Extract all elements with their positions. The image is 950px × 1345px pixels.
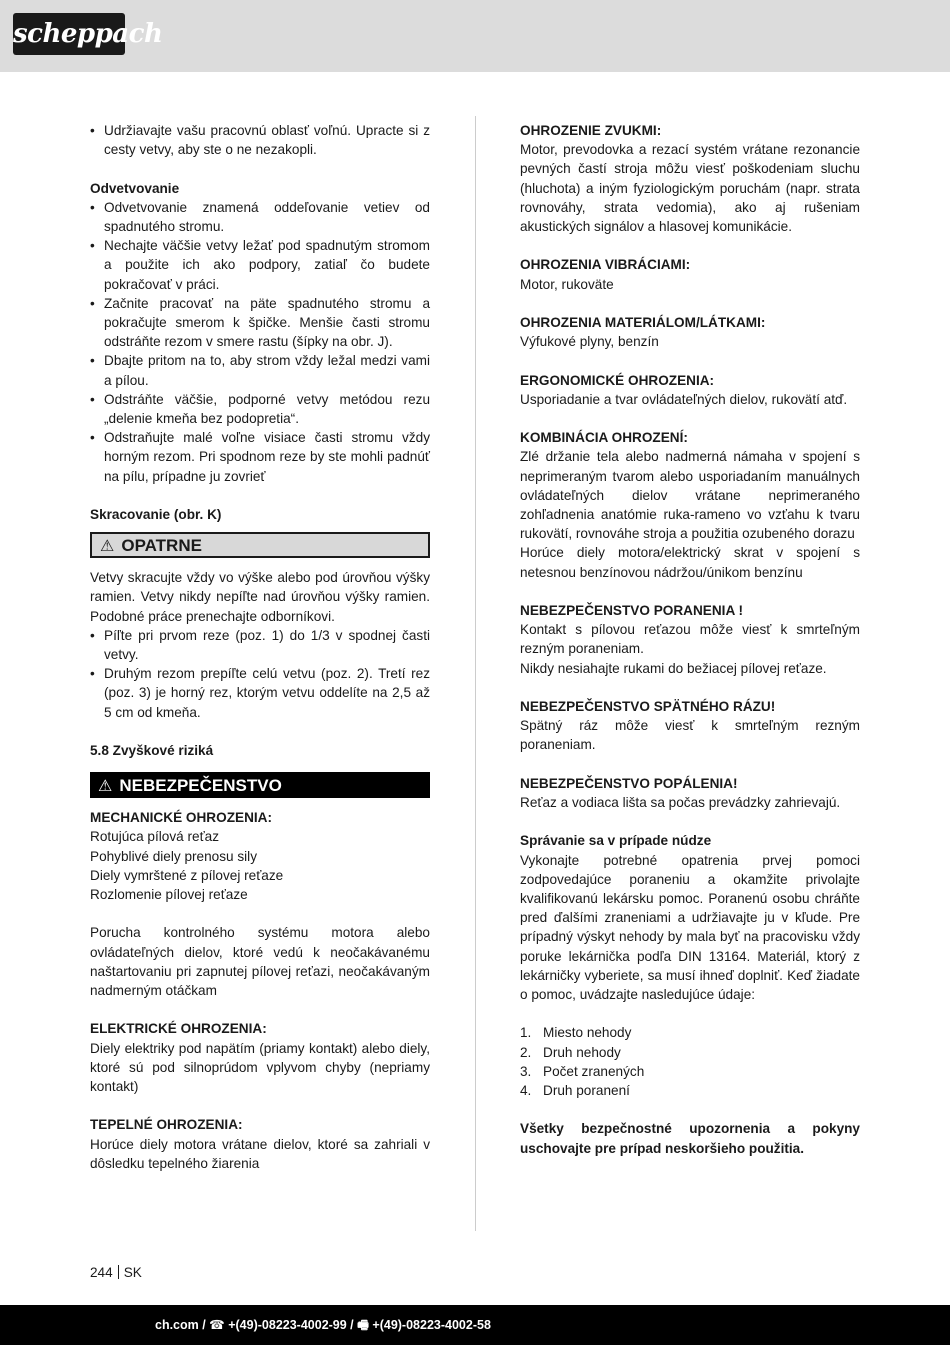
list-item: • Druhým rezom prepíľte celú vetvu (poz. 2). Tretí rez (poz. 3) je horný rez, ktorým vetvu oddelíte na 2,5 až 5 cm od kmeňa. [90,664,430,722]
vibration-text: Motor, rukoväte [520,276,614,292]
list-item: • Odstraňujte malé voľne visiace časti stromu vždy horným rezom. Pri spodnom reze by ste mohli padnúť na pílu, prípadne ju zovrieť [90,428,430,486]
kickback-text: Spätný ráz môže viesť k smrteľným rezným poraneniam. [520,718,860,753]
odvetvovanie-bullet-list [90,198,430,486]
footer-contact-bar [0,1305,950,1345]
list-item: 4. Druh poranení [520,1083,630,1099]
list-item: • Dbajte pritom na to, aby strom vždy ležal medzi vami a pílou. [90,351,430,389]
skracovanie-text: Vetvy skracujte vždy vo výške alebo pod úrovňou výšky ramien. Vetvy nikdy nepíľte nad úrovňou výšky ramien. Podobné práce prenechajte odborníkovi. [90,570,430,624]
electrical-text: Diely elektriky pod napätím (priamy kontakt) alebo diely, ktoré sú pod silnoprúdom vplyvom chyby (nepriamy kontakt) [90,1040,430,1095]
combination-text: Zlé držanie tela alebo nadmerná námaha v spojení s neprimeraným tvarom alebo usporiadaním manuálnych ovládateľných dielov vrátane neprimeraného zohľadnenia anatómie ruka-rameno vo vzťahu k tvaru rukovätí, rovnováhe stroja a použitia ozubeného dorazu [520,449,860,542]
page-number: 244 SK [90,1265,142,1280]
footer-contact: ch.com / ☎ +(49)-08223-4002-99 / 🖷 +(49)-08223-4002-58 [155,1318,491,1332]
warning-triangle-icon: ⚠ [98,775,113,795]
final-safety-note: Všetky bezpečnostné upozornenia a pokyny uschovajte pre prípad neskoršieho použitia. [520,1121,860,1156]
list-item: • Píľte pri prvom reze (poz. 1) do 1/3 v spodnej časti vetvy. [90,626,430,664]
column-divider [475,116,476,1231]
emergency-text: Vykonajte potrebné opatrenia prvej pomoci zodpovedajúce poraneniu a okamžite privolajte kvalifikovanú lekársku pomoc. Poranenú osobu chráňte pred ďalšími zraneniami a udržiavajte ju v kľude. Pre prípadný výskyt nehody by mala byť na pracovisku vždy poruke lekárnička podľa DIN 13164. Materiál, ktorý z lekárničky vyberiete, sa musí ihneď doplniť. Keď žiadate o pomoc, uvádzajte nasledujúce údaje: [520,852,860,1003]
ergonomic-text: Usporiadanie a tvar ovládateľných dielov, rukovätí atď. [520,391,848,407]
skracovanie-bullet-list [90,626,430,722]
material-text: Výfukové plyny, benzín [520,334,659,350]
ergonomic-hazards-heading: ERGONOMICKÉ OHROZENIA: [520,372,715,388]
danger-box [90,772,430,798]
intro-bullet-list [90,121,430,159]
list-item: • Odvetvovanie znamená oddeľovanie vetiev od spadnutého stromu. [90,198,430,236]
scheppach-logo: scheppach [13,13,125,55]
material-hazards-heading: OHROZENIA MATERIÁLOM/LÁTKAMI: [520,315,766,330]
caution-box [90,532,430,558]
combination-text: Horúce diely motora/elektrický skrat v spojení s netesnou benzínovou nádržou/únikom benzínu [520,545,860,580]
injury-danger-heading: NEBEZPEČENSTVO PORANENIA ! [520,603,744,618]
injury-text: Nikdy nesiahajte rukami do bežiacej pílovej reťaze. [520,660,827,676]
risks-heading: 5.8 Zvyškové riziká [90,743,214,759]
thermal-hazards-heading: TEPELNÉ OHROZENIA: [90,1117,243,1133]
mechanical-line: Rotujúca pílová reťaz [90,829,220,845]
emergency-list [520,1023,860,1100]
mechanical-line: Diely vymrštené z pílovej reťaze [90,867,284,883]
list-item: 2. Druh nehody [520,1044,621,1060]
list-item: 3. Počet zranených [520,1063,645,1079]
burn-text: Reťaz a vodiaca lišta sa počas prevádzky zahrievajú. [520,795,841,810]
caution-label: OPATRNE [121,535,202,555]
combination-hazards-heading: KOMBINÁCIA OHROZENÍ: [520,430,688,446]
warning-triangle-icon: ⚠ [100,535,115,555]
kickback-danger-heading: NEBEZPEČENSTVO SPÄTNÉHO RÁZU! [520,699,776,714]
mechanical-hazards-heading: MECHANICKÉ OHROZENIA: [90,810,273,826]
list-item: • Začnite pracovať na päte spadnutého stromu a pokračujte smerom k špičke. Menšie časti stromu odstráňte rezom v smere rastu (šípky na obr. J). [90,294,430,352]
left-column [90,121,430,1173]
odvetvovanie-heading: Odvetvovanie [90,180,180,196]
injury-text: Kontakt s pílovou reťazou môže viesť k smrteľným rezným poraneniam. [520,622,860,657]
list-item: 1. Miesto nehody [520,1025,632,1041]
emergency-heading: Správanie sa v prípade núdze [520,833,712,849]
burn-danger-heading: NEBEZPEČENSTVO POPÁLENIA! [520,775,738,791]
noise-hazards-heading: OHROZENIE ZVUKMI: [520,123,662,138]
list-item: • Odstráňte väčšie, podporné vetvy metódou rezu „delenie kmeňa bez podopretia“. [90,390,430,428]
mechanical-line: Pohyblivé diely prenosu sily [90,848,257,864]
electrical-hazards-heading: ELEKTRICKÉ OHROZENIA: [90,1021,267,1037]
mechanical-line: Rozlomenie pílovej reťaze [90,887,248,903]
list-item: • Udržiavajte vašu pracovnú oblasť voľnú. Upracte si z cesty vetvy, aby ste o ne nezakopli. [90,121,430,159]
right-column [520,121,860,1158]
mechanical-text: Porucha kontrolného systému motora alebo ovládateľných dielov, ktoré vedú k neočakávanému naštartovaniu pri zapnutej pílovej reťazi, neočakávaným nadmerným otáčkam [90,925,430,999]
skracovanie-heading: Skracovanie (obr. K) [90,507,222,523]
danger-label: NEBEZPEČENSTVO [119,775,282,795]
thermal-text: Horúce diely motora vrátane dielov, ktoré sa zahriali v dôsledku tepelného žiarenia [90,1136,430,1171]
list-item: • Nechajte väčšie vetvy ležať pod spadnutým stromom a použite ich ako podpory, zatiaľ čo budete pokračovať v práci. [90,236,430,294]
noise-text: Motor, prevodovka a rezací systém vrátane rezonancie pevných častí stroja môžu viesť poškodeniam sluchu (hluchota) a iným fyziologickým poruchám (napr. strata rovnováhy, strata vedomia), ako aj rušeniam akustických signálov a hlasovej komunikácie. [520,142,860,235]
vibration-hazards-heading: OHROZENIA VIBRÁCIAMI: [520,257,691,273]
